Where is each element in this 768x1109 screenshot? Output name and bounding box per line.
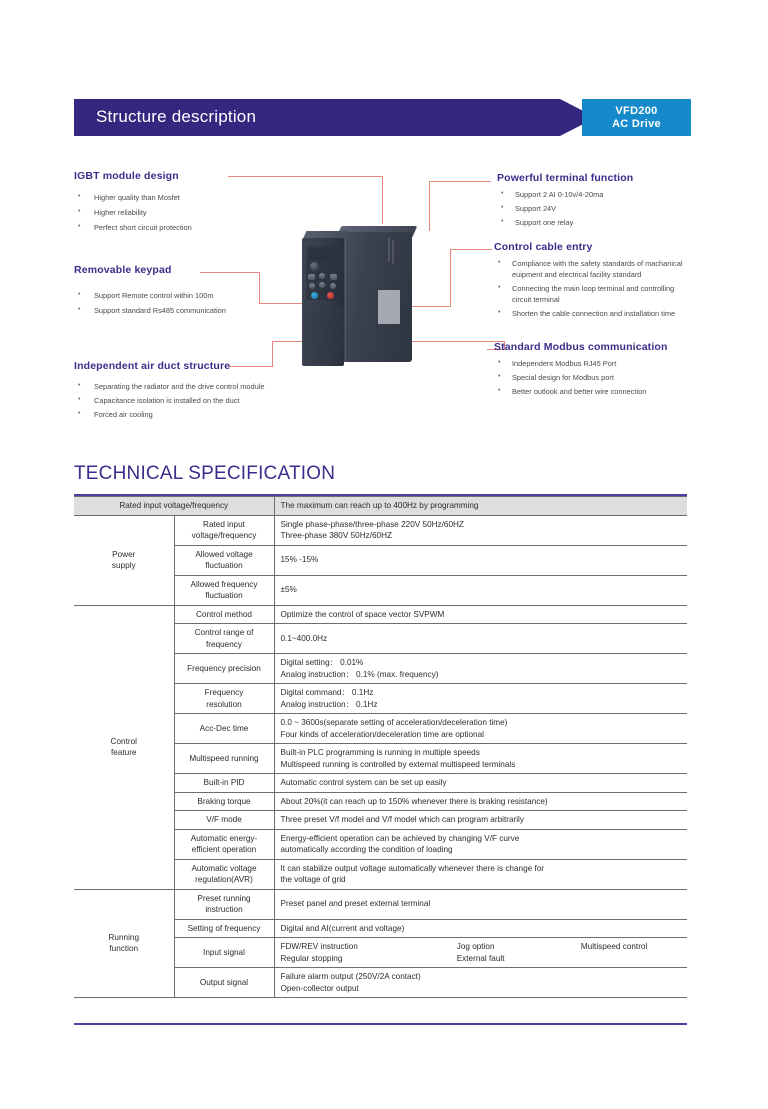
product-type: AC Drive: [612, 117, 661, 130]
callout-modbus-title: Standard Modbus communication: [494, 341, 668, 353]
callout-terminal-title: Powerful terminal function: [497, 172, 634, 184]
callout-igbt-module-design: [74, 170, 284, 237]
spec-item-label: Frequency precision: [174, 654, 274, 684]
list-item: • Support 24V: [497, 203, 697, 214]
table-row: [74, 605, 687, 624]
page-title: Structure description: [96, 107, 257, 126]
spec-item-value: 15% -15%: [274, 545, 687, 575]
product-button-esc: [309, 283, 315, 289]
spec-item-value: Energy-efficient operation can be achieved by changing V/F curve automatically according the condition of loading: [274, 829, 687, 859]
list-item: • Support Remote control within 100m: [74, 290, 284, 301]
spec-table-bottom-rule: [74, 1023, 687, 1025]
list-item: • Higher reliability: [74, 207, 284, 218]
callout-independent-air-duct: [74, 360, 314, 423]
spec-item-label: Allowed voltage fluctuation: [174, 545, 274, 575]
spec-value-column: FDW/REV instruction Regular stopping: [280, 942, 358, 963]
spec-item-label: Built-in PID: [174, 774, 274, 793]
product-button-up: [319, 273, 325, 279]
product-knob: [310, 262, 319, 271]
callout-standard-modbus-communication: [494, 341, 694, 400]
page-banner: [74, 99, 691, 136]
list-item: • Connecting the main loop terminal and controlling circuit terminal: [494, 283, 694, 305]
spec-item-label: Allowed frequency fluctuation: [174, 575, 274, 605]
list-item: • Separating the radiator and the drive control module: [74, 381, 314, 392]
callout-powerful-terminal-function: [497, 172, 697, 231]
callout-keypad-list: [74, 290, 284, 316]
spec-item-label: Multispeed running: [174, 744, 274, 774]
spec-item-value: Automatic control system can be set up easily: [274, 774, 687, 793]
table-row: [74, 497, 687, 516]
spec-value-column: Jog option External fault: [456, 942, 505, 963]
list-item: • Better outlook and better wire connection: [494, 386, 694, 397]
list-item: • Independent Modbus RJ45 Port: [494, 358, 694, 369]
spec-item-value: Three preset V/f model and V/f model which can program arbitrarily: [274, 811, 687, 830]
technical-specification-table: [74, 496, 687, 998]
spec-group-label: Power supply: [74, 515, 174, 605]
callout-modbus-list: [494, 358, 694, 397]
table-row: [74, 889, 687, 919]
spec-item-value: 0.1~400.0Hz: [274, 624, 687, 654]
list-item: • Compliance with the safety standards of machanical euipment and electrical facility standard: [494, 258, 694, 280]
product-display-screen: [309, 249, 336, 260]
list-item: • Forced air cooling: [74, 409, 314, 420]
product-lower-cover: [304, 306, 344, 364]
list-item: • Support 2 AI 0-10v/4-20ma: [497, 189, 697, 200]
spec-header-item: Rated input voltage/frequency: [74, 497, 274, 516]
callout-terminal-list: [497, 189, 697, 228]
callout-cable-title: Control cable entry: [494, 241, 593, 253]
product-vent-slot-1: [388, 238, 390, 262]
spec-item-label: Rated input voltage/frequency: [174, 515, 274, 545]
product-rating-label: [378, 290, 400, 324]
product-photo-vfd200: [292, 222, 412, 366]
spec-item-value: About 20%(it can reach up to 150% whenever there is braking resistance): [274, 792, 687, 811]
callout-cable-list: [494, 258, 694, 319]
product-seam-line: [345, 240, 346, 364]
spec-item-value: Digital command： 0.1Hz Analog instruction： 0.1Hz: [274, 684, 687, 714]
product-model: VFD200: [615, 104, 658, 117]
spec-value-column: Multispeed control: [580, 942, 648, 951]
callout-igbt-list: [74, 192, 284, 233]
spec-item-label: Control method: [174, 605, 274, 624]
spec-item-value: Failure alarm output (250V/2A contact) Open-collector output: [274, 968, 687, 998]
spec-item-label: Output signal: [174, 968, 274, 998]
spec-item-value: Built-in PLC programming is running in multiple speeds Multispeed running is controlled by external multispeed terminals: [274, 744, 687, 774]
spec-item-value: Preset panel and preset external terminal: [274, 889, 687, 919]
leader-line-cable-horizontal-top: [450, 249, 492, 250]
list-item: • Higher quality than Mosfet: [74, 192, 284, 203]
callout-airduct-title: Independent air duct structure: [74, 360, 231, 372]
product-badge: [582, 99, 691, 136]
spec-item-label: Preset running instruction: [174, 889, 274, 919]
spec-item-label: Control range of frequency: [174, 624, 274, 654]
leader-line-cable-vertical: [450, 249, 451, 307]
spec-item-label: Automatic voltage regulation(AVR): [174, 859, 274, 889]
spec-item-label: Acc-Dec time: [174, 714, 274, 744]
list-item: • Support standard Rs485 communication: [74, 305, 284, 316]
spec-item-value: Optimize the control of space vector SVPWM: [274, 605, 687, 624]
spec-table-wrapper: [74, 496, 687, 998]
leader-line-terminal-vertical: [429, 181, 430, 231]
product-vent-slot-2: [392, 240, 394, 264]
list-item: • Special design for Modbus port: [494, 372, 694, 383]
spec-item-label: Input signal: [174, 938, 274, 968]
spec-group-label: Control feature: [74, 605, 174, 889]
leader-line-terminal-horizontal: [429, 181, 491, 182]
spec-item-label: Automatic energy-efficient operation: [174, 829, 274, 859]
product-button-down: [319, 282, 325, 288]
callout-removable-keypad: [74, 264, 284, 320]
spec-group-label: Running function: [74, 889, 174, 998]
spec-item-label: Frequency resolution: [174, 684, 274, 714]
spec-item-label: V/F mode: [174, 811, 274, 830]
list-item: • Support one relay: [497, 217, 697, 228]
callout-igbt-title: IGBT module design: [74, 170, 179, 182]
list-item: • Capacitance isolation is installed on the duct: [74, 395, 314, 406]
list-item: • Shorten the cable connection and installation time: [494, 308, 694, 319]
spec-header-value: The maximum can reach up to 400Hz by programming: [274, 497, 687, 516]
product-button-run: [311, 292, 318, 299]
product-button-stop: [327, 292, 334, 299]
table-row: [74, 515, 687, 545]
product-side-body: [336, 232, 412, 362]
leader-line-igbt-vertical: [382, 176, 383, 224]
spec-table-body: [74, 497, 687, 998]
spec-item-value: [274, 938, 687, 968]
product-button-right: [330, 274, 337, 280]
spec-item-value: Digital setting： 0.01% Analog instruction： 0.1% (max. frequency): [274, 654, 687, 684]
leader-line-cable-horizontal-bottom: [410, 306, 451, 307]
spec-item-value: Digital and AI(current and voltage): [274, 919, 687, 938]
callout-control-cable-entry: [494, 241, 694, 322]
spec-item-value: ±5%: [274, 575, 687, 605]
spec-value-columns: [281, 941, 682, 964]
spec-item-value: It can stabilize output voltage automatically whenever there is change for the voltage of grid: [274, 859, 687, 889]
spec-item-value: 0.0 ~ 3600s(separate setting of acceleration/deceleration time) Four kinds of acceleration/deceleration time are optional: [274, 714, 687, 744]
callout-keypad-title: Removable keypad: [74, 264, 172, 276]
product-button-left: [308, 274, 315, 280]
leader-line-modbus-horizontal-left: [400, 341, 505, 342]
product-button-enter: [330, 283, 336, 289]
callout-airduct-list: [74, 381, 314, 420]
spec-item-label: Braking torque: [174, 792, 274, 811]
list-item: • Perfect short circuit protection: [74, 222, 284, 233]
spec-item-label: Setting of frequency: [174, 919, 274, 938]
spec-item-value: Single phase-phase/three-phase 220V 50Hz/60HZ Three-phase 380V 50Hz/60HZ: [274, 515, 687, 545]
technical-specification-heading: TECHNICAL SPECIFICATION: [74, 463, 336, 484]
